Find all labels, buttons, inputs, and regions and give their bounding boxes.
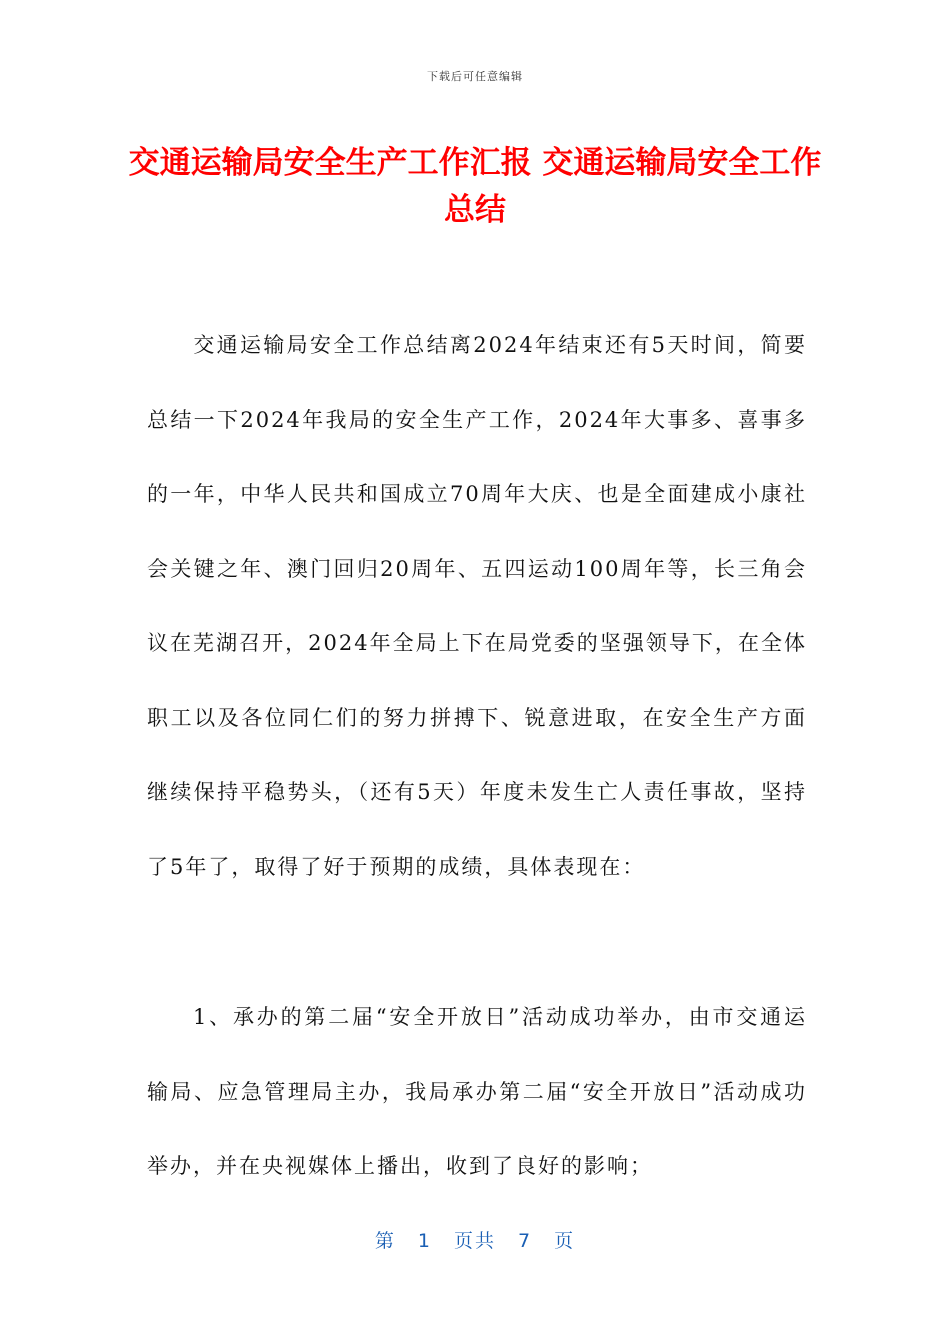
page-counter: [0, 1226, 950, 1253]
header-note: 下载后可任意编辑: [427, 70, 523, 83]
current-page-number: 1: [417, 1230, 432, 1252]
paragraph-1-text: 交通运输局安全工作总结离2024年结束还有5天时间，简要总结一下2024年我局的安全生产工作，2024年大事多、喜事多的一年，中华人民共和国成立70周年大庆、也是全面建成小康社会关键之年、澳门回归20周年、五四运动100周年等，长三角会议在芜湖召开，2024年全局上下在局党委的坚强领导下，在全体职工以及各位同仁们的努力拼搏下、锐意进取，在安全生产方面继续保持平稳势头，（还有5天）年度未发生亡人责任事故，坚持了5年了，取得了好于预期的成绩，具体表现在：: [147, 333, 807, 879]
page-counter-suffix: 页: [554, 1230, 576, 1252]
document-title: 交通运输局安全生产工作汇报 交通运输局安全工作总结: [128, 145, 822, 228]
page-counter-middle: 页共: [453, 1230, 496, 1252]
total-pages-number: 7: [518, 1230, 533, 1252]
paragraph-1: [147, 308, 807, 904]
paragraph-2: [147, 980, 807, 1204]
page-counter-prefix: 第: [374, 1230, 396, 1252]
paragraph-2-text: 1、承办的第二届“安全开放日”活动成功举办，由市交通运输局、应急管理局主办，我局承办第二届“安全开放日”活动成功举办，并在央视媒体上播出，收到了良好的影响；: [147, 1005, 807, 1178]
